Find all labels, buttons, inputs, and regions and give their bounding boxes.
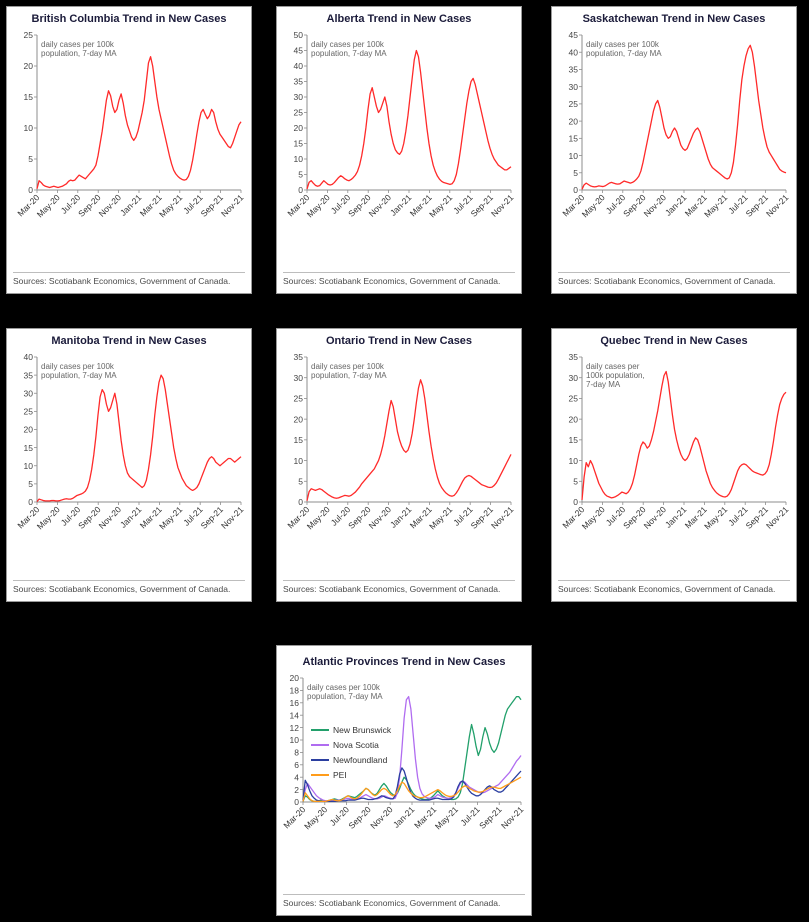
svg-text:45: 45 — [293, 45, 303, 56]
svg-text:Nov-21: Nov-21 — [763, 192, 791, 219]
plot-area — [7, 29, 251, 244]
svg-text:0: 0 — [298, 496, 303, 507]
svg-text:Sep-20: Sep-20 — [621, 504, 648, 531]
svg-text:2: 2 — [294, 784, 299, 795]
source-note: Sources: Scotiabank Economics, Government of Canada. — [13, 580, 245, 595]
svg-text:Mar-21: Mar-21 — [682, 192, 709, 219]
svg-text:10: 10 — [568, 150, 578, 161]
svg-text:May-20: May-20 — [34, 192, 62, 220]
svg-text:Jan-21: Jan-21 — [390, 804, 417, 830]
svg-text:40: 40 — [23, 351, 33, 362]
svg-text:Sep-21: Sep-21 — [198, 192, 226, 219]
source-note: Sources: Scotiabank Economics, Government of Canada. — [283, 580, 515, 595]
svg-text:25: 25 — [23, 29, 33, 40]
series-line — [582, 371, 786, 499]
svg-text:Sep-21: Sep-21 — [743, 192, 771, 219]
svg-text:population, 7-day MA: population, 7-day MA — [311, 370, 387, 380]
svg-text:Mar-20: Mar-20 — [15, 192, 42, 219]
panel-british-columbia — [6, 6, 252, 294]
svg-text:daily cases per 100k: daily cases per 100k — [311, 361, 384, 371]
svg-text:New Brunswick: New Brunswick — [333, 724, 392, 735]
svg-text:May-20: May-20 — [34, 504, 62, 532]
chart-svg — [552, 29, 796, 244]
series-line — [37, 375, 241, 502]
svg-text:Nov-21: Nov-21 — [488, 504, 516, 531]
svg-text:Jul-21: Jul-21 — [181, 504, 205, 528]
plot-area — [277, 29, 521, 244]
panel-title: Saskatchewan Trend in New Cases — [582, 13, 766, 25]
panel-title: Quebec Trend in New Cases — [600, 335, 748, 347]
plot-area — [7, 351, 251, 556]
svg-text:daily cases per 100k: daily cases per 100k — [307, 682, 380, 692]
series-line — [303, 777, 521, 801]
svg-text:0: 0 — [294, 796, 299, 807]
svg-text:Mar-20: Mar-20 — [560, 192, 587, 219]
svg-text:Jan-21: Jan-21 — [117, 504, 144, 530]
svg-text:5: 5 — [28, 153, 33, 164]
svg-text:50: 50 — [293, 29, 303, 40]
svg-text:daily cases per 100k: daily cases per 100k — [41, 39, 114, 49]
svg-text:Sep-21: Sep-21 — [198, 504, 226, 531]
svg-text:40: 40 — [293, 60, 303, 71]
svg-text:Jul-20: Jul-20 — [58, 192, 83, 216]
svg-text:Nov-20: Nov-20 — [368, 804, 395, 831]
source-note: Sources: Scotiabank Economics, Government of Canada. — [283, 894, 525, 909]
svg-text:May-20: May-20 — [304, 504, 332, 532]
svg-text:Mar-20: Mar-20 — [285, 504, 312, 531]
svg-text:20: 20 — [293, 122, 303, 133]
svg-text:5: 5 — [573, 476, 578, 487]
svg-text:18: 18 — [289, 685, 299, 696]
svg-text:Nov-20: Nov-20 — [641, 192, 669, 219]
svg-text:Mar-20: Mar-20 — [560, 504, 587, 531]
svg-text:May-21: May-21 — [427, 504, 455, 532]
svg-text:45: 45 — [568, 29, 578, 40]
svg-text:Sep-21: Sep-21 — [468, 504, 496, 531]
svg-text:Mar-20: Mar-20 — [15, 504, 42, 531]
svg-text:daily cases per 100k: daily cases per 100k — [311, 39, 384, 49]
svg-text:Mar-21: Mar-21 — [412, 804, 439, 831]
svg-text:15: 15 — [293, 138, 303, 149]
svg-text:7-day MA: 7-day MA — [586, 379, 621, 389]
svg-text:May-21: May-21 — [432, 804, 461, 832]
svg-text:15: 15 — [293, 434, 303, 445]
svg-text:12: 12 — [289, 722, 299, 733]
svg-text:Jul-20: Jul-20 — [328, 504, 353, 528]
chart-svg — [277, 351, 521, 556]
panel-atlantic-provinces — [276, 645, 532, 916]
svg-text:10: 10 — [293, 455, 303, 466]
svg-text:Sep-20: Sep-20 — [346, 192, 373, 219]
chart-svg — [7, 351, 251, 556]
svg-text:Nov-21: Nov-21 — [488, 192, 516, 219]
chart-svg — [277, 672, 531, 852]
svg-text:daily cases per: daily cases per — [586, 361, 640, 371]
svg-text:0: 0 — [28, 184, 33, 195]
svg-text:daily cases per 100k: daily cases per 100k — [586, 39, 659, 49]
svg-text:Sep-20: Sep-20 — [346, 804, 373, 831]
panel-title: British Columbia Trend in New Cases — [31, 13, 227, 25]
svg-text:35: 35 — [568, 351, 578, 362]
svg-text:Mar-21: Mar-21 — [407, 504, 434, 531]
svg-text:16: 16 — [289, 697, 299, 708]
svg-text:20: 20 — [293, 414, 303, 425]
svg-text:Newfoundland: Newfoundland — [333, 754, 388, 765]
svg-text:30: 30 — [293, 372, 303, 383]
svg-text:Nov-21: Nov-21 — [763, 504, 791, 531]
source-note: Sources: Scotiabank Economics, Government of Canada. — [283, 272, 515, 287]
plot-area — [277, 351, 521, 556]
svg-text:Mar-21: Mar-21 — [137, 504, 164, 531]
svg-text:10: 10 — [568, 455, 578, 466]
svg-text:Mar-21: Mar-21 — [682, 504, 709, 531]
series-line — [307, 380, 511, 501]
svg-text:15: 15 — [568, 434, 578, 445]
svg-text:8: 8 — [294, 747, 299, 758]
svg-text:20: 20 — [23, 60, 33, 71]
svg-text:May-20: May-20 — [304, 192, 332, 220]
svg-text:20: 20 — [568, 116, 578, 127]
svg-text:15: 15 — [23, 91, 33, 102]
svg-text:20: 20 — [23, 424, 33, 435]
svg-text:Nov-21: Nov-21 — [218, 504, 246, 531]
svg-text:35: 35 — [293, 76, 303, 87]
source-note: Sources: Scotiabank Economics, Government of Canada. — [13, 272, 245, 287]
svg-text:population, 7-day MA: population, 7-day MA — [311, 48, 387, 58]
series-line — [307, 50, 511, 189]
svg-text:0: 0 — [573, 184, 578, 195]
chart-svg — [7, 29, 251, 244]
svg-text:Jul-20: Jul-20 — [328, 192, 353, 216]
svg-text:May-21: May-21 — [157, 504, 185, 532]
series-line — [37, 56, 241, 188]
svg-text:May-20: May-20 — [579, 504, 607, 532]
svg-text:Jul-20: Jul-20 — [603, 504, 628, 528]
svg-text:30: 30 — [23, 388, 33, 399]
svg-text:Jul-21: Jul-21 — [451, 504, 475, 528]
svg-text:Nov-20: Nov-20 — [366, 192, 394, 219]
svg-text:15: 15 — [23, 442, 33, 453]
svg-text:30: 30 — [293, 91, 303, 102]
panel-quebec — [551, 328, 797, 602]
svg-text:Jul-20: Jul-20 — [58, 504, 83, 528]
svg-text:Nov-21: Nov-21 — [218, 192, 246, 219]
svg-text:35: 35 — [293, 351, 303, 362]
svg-text:Sep-20: Sep-20 — [76, 192, 103, 219]
svg-text:Sep-20: Sep-20 — [621, 192, 648, 219]
svg-text:25: 25 — [23, 406, 33, 417]
panel-saskatchewan — [551, 6, 797, 294]
panel-title: Atlantic Provinces Trend in New Cases — [302, 656, 506, 668]
svg-text:25: 25 — [293, 107, 303, 118]
svg-text:40: 40 — [568, 47, 578, 58]
chart-svg — [277, 29, 521, 244]
svg-text:Nov-20: Nov-20 — [641, 504, 669, 531]
svg-text:Jan-21: Jan-21 — [117, 192, 144, 218]
svg-text:Jul-20: Jul-20 — [327, 804, 352, 828]
panel-title: Ontario Trend in New Cases — [325, 335, 473, 347]
svg-text:May-21: May-21 — [702, 504, 730, 532]
svg-text:Nov-20: Nov-20 — [366, 504, 394, 531]
svg-text:May-20: May-20 — [302, 804, 330, 832]
svg-text:5: 5 — [28, 478, 33, 489]
svg-text:Mar-20: Mar-20 — [285, 192, 312, 219]
svg-text:10: 10 — [289, 734, 299, 745]
svg-text:6: 6 — [294, 759, 299, 770]
svg-text:Jul-21: Jul-21 — [451, 192, 475, 216]
svg-text:10: 10 — [23, 460, 33, 471]
panel-ontario — [276, 328, 522, 602]
svg-text:25: 25 — [568, 98, 578, 109]
svg-text:May-21: May-21 — [157, 192, 185, 220]
svg-text:5: 5 — [298, 476, 303, 487]
svg-text:Nov-20: Nov-20 — [96, 504, 124, 531]
svg-text:35: 35 — [568, 64, 578, 75]
plot-area — [277, 672, 531, 852]
svg-text:0: 0 — [28, 496, 33, 507]
svg-text:30: 30 — [568, 81, 578, 92]
svg-text:5: 5 — [573, 167, 578, 178]
svg-text:25: 25 — [568, 393, 578, 404]
svg-text:100k population,: 100k population, — [586, 370, 645, 380]
svg-text:May-21: May-21 — [702, 192, 730, 220]
svg-text:population, 7-day MA: population, 7-day MA — [41, 370, 117, 380]
svg-text:Mar-21: Mar-21 — [137, 192, 164, 219]
svg-text:Jul-21: Jul-21 — [181, 192, 205, 216]
svg-text:10: 10 — [23, 122, 33, 133]
svg-text:Sep-20: Sep-20 — [76, 504, 103, 531]
svg-text:Jul-21: Jul-21 — [458, 804, 482, 828]
svg-text:14: 14 — [289, 710, 299, 721]
svg-text:Mar-20: Mar-20 — [281, 804, 308, 831]
svg-text:Jan-21: Jan-21 — [662, 192, 689, 218]
svg-text:0: 0 — [573, 496, 578, 507]
svg-text:35: 35 — [23, 370, 33, 381]
svg-text:20: 20 — [289, 672, 299, 683]
svg-text:10: 10 — [293, 153, 303, 164]
svg-text:population, 7-day MA: population, 7-day MA — [307, 691, 383, 701]
svg-text:Sep-21: Sep-21 — [468, 192, 496, 219]
panel-title: Alberta Trend in New Cases — [326, 13, 472, 25]
svg-text:20: 20 — [568, 414, 578, 425]
svg-text:daily cases per 100k: daily cases per 100k — [41, 361, 114, 371]
svg-text:population, 7-day MA: population, 7-day MA — [586, 48, 662, 58]
svg-text:Jan-21: Jan-21 — [387, 504, 414, 530]
svg-text:Jul-21: Jul-21 — [726, 504, 750, 528]
source-note: Sources: Scotiabank Economics, Government of Canada. — [558, 580, 790, 595]
plot-area — [552, 29, 796, 244]
svg-text:Nova Scotia: Nova Scotia — [333, 739, 379, 750]
svg-text:Jan-21: Jan-21 — [387, 192, 414, 218]
source-note: Sources: Scotiabank Economics, Government of Canada. — [558, 272, 790, 287]
svg-text:25: 25 — [293, 393, 303, 404]
svg-text:Mar-21: Mar-21 — [407, 192, 434, 219]
svg-text:Nov-21: Nov-21 — [498, 804, 526, 831]
svg-text:Sep-21: Sep-21 — [477, 804, 504, 831]
svg-text:Sep-21: Sep-21 — [743, 504, 771, 531]
panel-title: Manitoba Trend in New Cases — [51, 335, 207, 347]
panel-manitoba — [6, 328, 252, 602]
svg-text:Jan-21: Jan-21 — [662, 504, 689, 530]
svg-text:4: 4 — [294, 772, 299, 783]
svg-text:30: 30 — [568, 372, 578, 383]
svg-text:population, 7-day MA: population, 7-day MA — [41, 48, 117, 58]
chart-svg — [552, 351, 796, 556]
svg-text:Jul-21: Jul-21 — [726, 192, 750, 216]
panel-alberta — [276, 6, 522, 294]
svg-text:PEI: PEI — [333, 769, 347, 780]
svg-text:May-21: May-21 — [427, 192, 455, 220]
svg-text:0: 0 — [298, 184, 303, 195]
svg-text:15: 15 — [568, 133, 578, 144]
svg-text:May-20: May-20 — [579, 192, 607, 220]
svg-text:Nov-20: Nov-20 — [96, 192, 124, 219]
svg-text:Sep-20: Sep-20 — [346, 504, 373, 531]
series-line — [582, 45, 786, 189]
plot-area — [552, 351, 796, 556]
svg-text:Jul-20: Jul-20 — [603, 192, 628, 216]
svg-text:5: 5 — [298, 169, 303, 180]
